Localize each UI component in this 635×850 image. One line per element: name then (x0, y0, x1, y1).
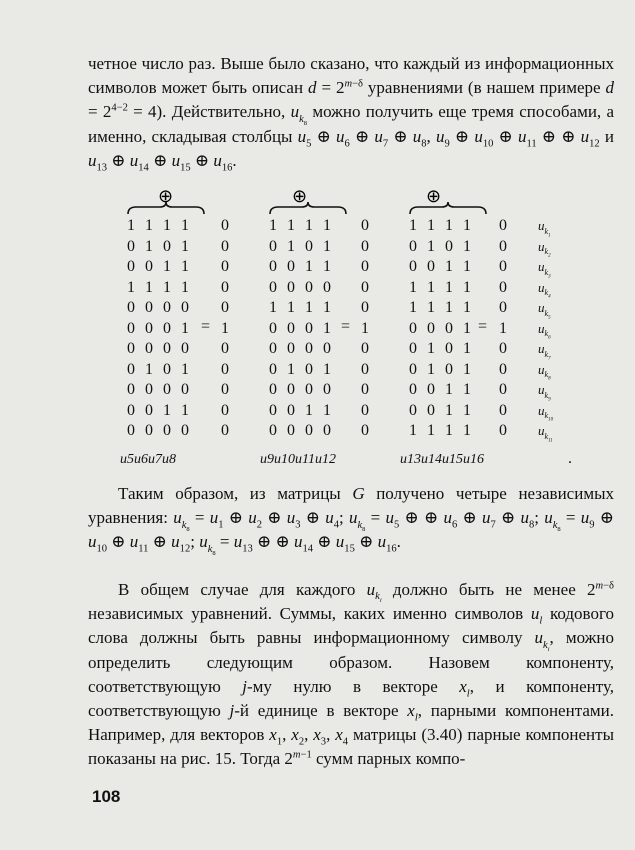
result-value: 1 (361, 319, 369, 337)
matrix-row: 1 1 1 1 (409, 299, 474, 316)
matrix-row: 0 0 0 1 (269, 319, 334, 337)
result-value: 0 (221, 299, 229, 316)
result-value: 0 (499, 422, 507, 439)
matrix-row: 0 0 1 1 (269, 258, 334, 275)
matrix-row: 0 0 0 0 (269, 422, 334, 439)
result-value: 0 (361, 381, 369, 398)
matrix-row: 1 1 1 1 (269, 217, 334, 234)
matrix-row: 0 0 1 1 (409, 258, 474, 275)
row-label: $u_{k_{10}}$ (538, 402, 554, 423)
result-value: 0 (221, 278, 229, 296)
paragraph-3: В общем случае для каждого $u_{k_i}$ должно быть не менее $2^{m-\delta}$ независимых уравнений. Суммы, каких именно символов $u_l$ кодового слова должны быть равны информационному символу $u_{k_i}$, можно определить следующим образом. Назовем компоненту, соответствующую j-му нулю в векторе $x_l$, и компоненту, соответствующую j-й единице в векторе $x_l$, парными компонентами. Например, для векторов $x_1$, $x_2$, $x_3$, $x_4$ матрицы (3.40) парные компоненты показаны на рис. 15. Тогда $2^{m-1}$ сумм парных компо- (88, 580, 615, 769)
result-value: 1 (221, 319, 229, 337)
block-1-footer: u5u6u7u8 (120, 452, 176, 467)
row-label: $u_{k_8}$ (538, 361, 551, 382)
paragraph-2: Таким образом, из матрицы G получено четыре независимых уравнения: $u_{k_8} = u_1$ ⊕ $u_2$ ⊕ $u_3$ ⊕ $u_4$; $u_{k_8} = u_5$ ⊕ ⊕ $u_6$ ⊕ $u_7$ ⊕ $u_8$; $u_{k_8} = u_9$ ⊕ $u_{10}$ ⊕ $u_{11}$ ⊕ $u_{12}$; $u_{k_8} = u_{13}$ ⊕ ⊕ $u_{14}$ ⊕ $u_{15}$ ⊕ $u_{16}$. (88, 484, 615, 557)
result-value: 0 (499, 381, 507, 398)
matrix-row: 0 0 0 0 (127, 422, 192, 439)
matrix-row: 0 1 0 1 (409, 360, 474, 378)
row-label: $u_{k_2}$ (538, 238, 551, 259)
result-value: 0 (221, 217, 229, 234)
block-3-footer: u13u14u15u16 (400, 452, 484, 467)
block-2-footer: u9u10u11u12 (260, 452, 336, 467)
matrix-row: 1 1 1 1 (127, 217, 192, 234)
row-label: $u_{k_3}$ (538, 259, 551, 280)
matrix-row: 0 0 0 0 (269, 278, 334, 296)
matrix-row: 0 0 1 1 (409, 401, 474, 419)
page-number: 108 (92, 787, 121, 806)
row-label: $u_{k_4}$ (538, 279, 551, 300)
result-value: 0 (361, 237, 369, 255)
matrix-row: 1 1 1 1 (269, 299, 334, 316)
result-value: 0 (499, 299, 507, 316)
matrix-row: 0 0 0 0 (269, 340, 334, 357)
matrix-row: 0 1 0 1 (269, 360, 334, 378)
matrix-block-3 (409, 216, 474, 442)
result-value: 0 (221, 340, 229, 357)
result-value: 0 (361, 401, 369, 419)
result-value: 0 (361, 422, 369, 439)
row-labels (538, 216, 553, 442)
matrix-row: 0 0 0 0 (127, 299, 192, 316)
result-value: 0 (361, 258, 369, 275)
matrix-row: 0 1 0 1 (409, 237, 474, 255)
result-column-3 (495, 216, 511, 442)
result-value: 0 (499, 360, 507, 378)
result-value: 0 (361, 360, 369, 378)
result-value: 0 (499, 237, 507, 255)
matrix-row: 0 1 0 1 (269, 237, 334, 255)
paragraph-1: четное число раз. Выше было сказано, что каждый из информационных символов может быть описан $d = 2^{m-\delta}$ уравнениями (в нашем примере $d = 2^{4-2} = 4$). Действительно, $u_{k_8}$ можно получить еще тремя способами, а именно, складывая столбцы $u_5$ ⊕ $u_6$ ⊕ $u_7$ ⊕ $u_8$, $u_9$ ⊕ $u_{10}$ ⊕ $u_{11}$ ⊕ ⊕ $u_{12}$ и $u_{13}$ ⊕ $u_{14}$ ⊕ $u_{15}$ ⊕ $u_{16}$. (88, 54, 614, 174)
result-value: 0 (361, 278, 369, 296)
result-value: 0 (499, 258, 507, 275)
row-label: $u_{k_5}$ (538, 300, 551, 321)
result-value: 0 (221, 258, 229, 275)
matrix-row: 1 1 1 1 (409, 217, 474, 234)
row-label: $u_{k_9}$ (538, 382, 551, 403)
xor-icon: ⊕ (426, 186, 442, 207)
xor-icon: ⊕ (158, 186, 174, 207)
matrix-row: 0 0 0 0 (127, 340, 192, 357)
matrix-row: 0 1 0 1 (409, 340, 474, 357)
result-value: 0 (221, 401, 229, 419)
matrix-row: 0 0 1 1 (127, 401, 192, 419)
matrix-row: 1 1 1 1 (409, 278, 474, 296)
xor-icon: ⊕ (292, 186, 308, 207)
row-label: $u_{k_6}$ (538, 320, 551, 341)
row-label: $u_{k_7}$ (538, 341, 551, 362)
equals-sign-2: = (341, 318, 351, 335)
result-value: 0 (221, 422, 229, 439)
matrix-row: 0 0 1 1 (409, 381, 474, 398)
result-value: 0 (499, 401, 507, 419)
matrix-row: 0 0 0 0 (127, 381, 192, 398)
result-value: 0 (361, 299, 369, 316)
matrix-row: 0 1 0 1 (127, 237, 192, 255)
matrix-row: 0 0 1 1 (269, 401, 334, 419)
row-label: $u_{k_{11}}$ (538, 423, 553, 444)
matrix-row: 0 0 0 1 (127, 319, 192, 337)
result-value: 0 (221, 360, 229, 378)
equals-sign-1: = (201, 318, 211, 335)
result-column-2 (357, 216, 373, 442)
matrix-row: 1 1 1 1 (409, 422, 474, 439)
result-value: 0 (221, 237, 229, 255)
result-value: 0 (361, 217, 369, 234)
result-value: 0 (221, 381, 229, 398)
matrix-row: 1 1 1 1 (127, 278, 192, 296)
matrix-row: 0 1 0 1 (127, 360, 192, 378)
row-label: $u_{k_1}$ (538, 218, 551, 239)
xor-brace-1 (126, 186, 206, 216)
equals-sign-3: = (478, 318, 488, 335)
xor-brace-2 (268, 186, 348, 216)
matrix-row: 0 0 0 0 (269, 381, 334, 398)
result-value: 0 (499, 217, 507, 234)
matrix-row: 0 0 0 1 (409, 319, 474, 337)
xor-brace-3 (408, 186, 488, 216)
result-value: 1 (499, 319, 507, 337)
matrix-end-dot: . (568, 450, 572, 467)
result-value: 0 (499, 340, 507, 357)
result-value: 0 (499, 278, 507, 296)
result-column-1 (217, 216, 233, 442)
matrix-block-1 (127, 216, 192, 442)
result-value: 0 (361, 340, 369, 357)
matrix-row: 0 0 1 1 (127, 258, 192, 275)
matrix-block-2 (269, 216, 334, 442)
